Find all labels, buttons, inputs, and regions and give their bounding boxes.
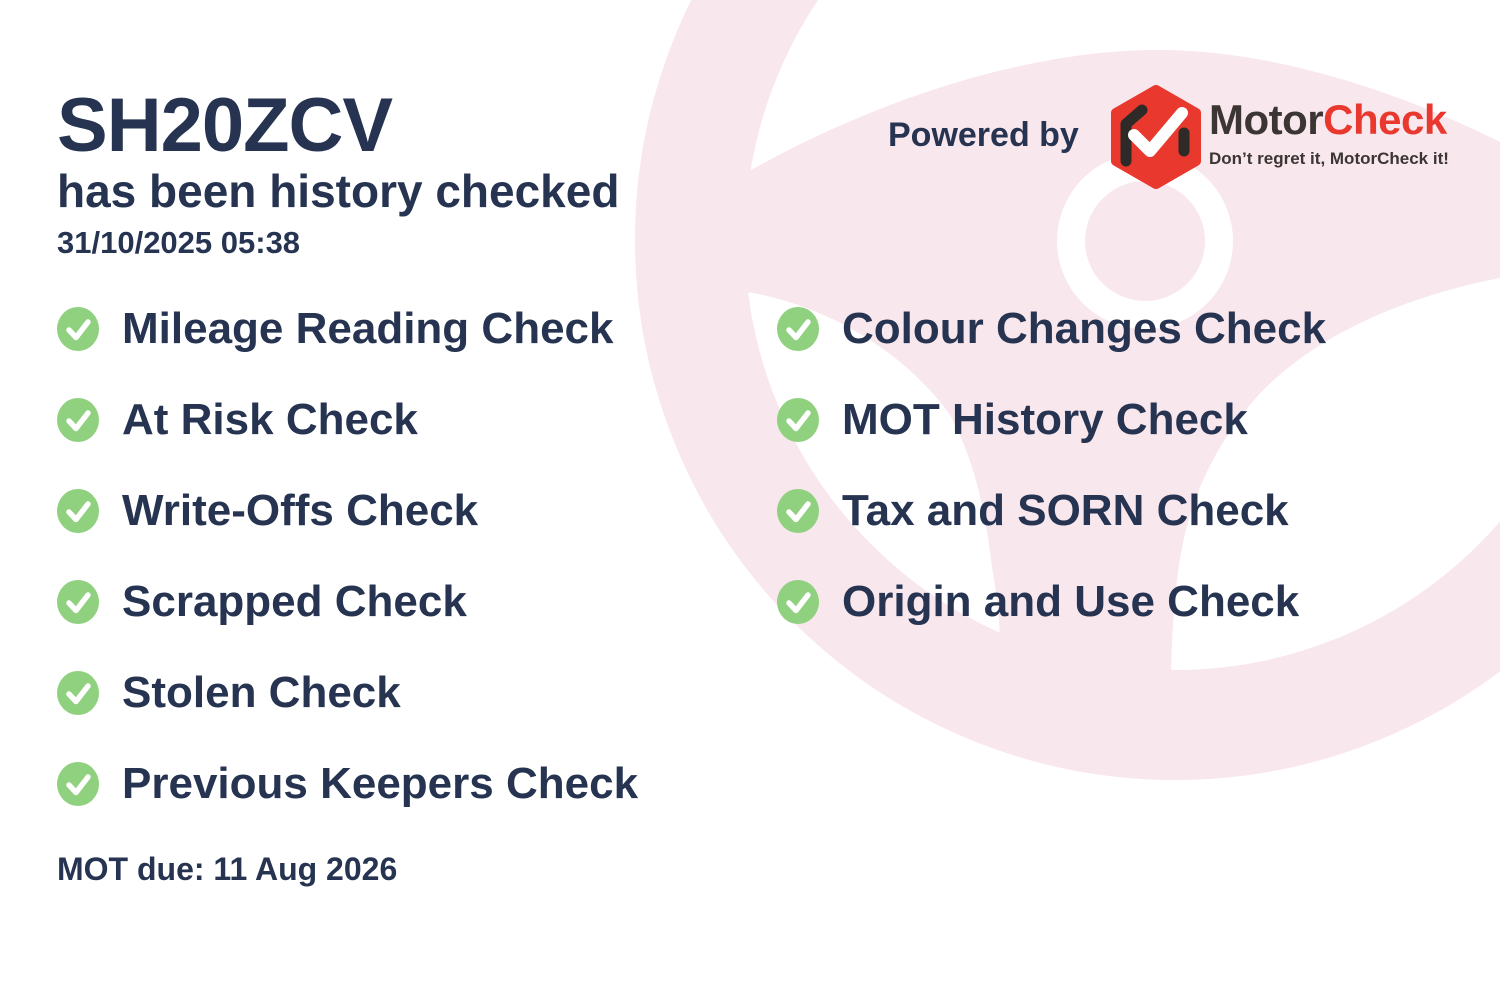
list-item (57, 374, 638, 465)
check-circle-icon (57, 762, 99, 806)
list-item (57, 283, 638, 374)
check-label: Tax and SORN Check (842, 485, 1289, 535)
check-circle-icon (777, 398, 819, 442)
check-label: Scrapped Check (122, 576, 467, 626)
check-label: Mileage Reading Check (122, 303, 614, 353)
brand-tagline: Don’t regret it, MotorCheck it! (1209, 149, 1449, 168)
mot-due-date: MOT due: 11 Aug 2026 (57, 851, 398, 887)
check-circle-icon (57, 307, 99, 351)
certificate-subtitle: has been history checked (57, 165, 620, 217)
list-item (777, 374, 1326, 465)
list-item (777, 465, 1326, 556)
brand-name-motor: Motor (1209, 96, 1324, 143)
check-label: Stolen Check (122, 667, 401, 717)
check-circle-icon (777, 307, 819, 351)
check-list-right (777, 283, 1326, 647)
check-circle-icon (57, 489, 99, 533)
motorcheck-logo-icon (1109, 84, 1203, 190)
check-label: At Risk Check (122, 394, 418, 444)
check-label: MOT History Check (842, 394, 1248, 444)
powered-by-label: Powered by (888, 116, 1079, 154)
list-item (57, 647, 638, 738)
check-list-left (57, 283, 638, 829)
check-circle-icon (57, 671, 99, 715)
check-circle-icon (777, 489, 819, 533)
brand-block (1209, 96, 1449, 168)
check-timestamp: 31/10/2025 05:38 (57, 225, 301, 260)
list-item (57, 556, 638, 647)
check-circle-icon (57, 580, 99, 624)
brand-name (1209, 96, 1449, 143)
check-label: Colour Changes Check (842, 303, 1327, 353)
check-label: Previous Keepers Check (122, 758, 639, 808)
check-circle-icon (57, 398, 99, 442)
check-label: Origin and Use Check (842, 576, 1300, 626)
check-label: Write-Offs Check (122, 485, 479, 535)
registration-plate: SH20ZCV (57, 83, 393, 168)
brand-name-check: Check (1323, 96, 1447, 143)
list-item (57, 738, 638, 829)
list-item (777, 283, 1326, 374)
list-item (777, 556, 1326, 647)
check-circle-icon (777, 580, 819, 624)
list-item (57, 465, 638, 556)
